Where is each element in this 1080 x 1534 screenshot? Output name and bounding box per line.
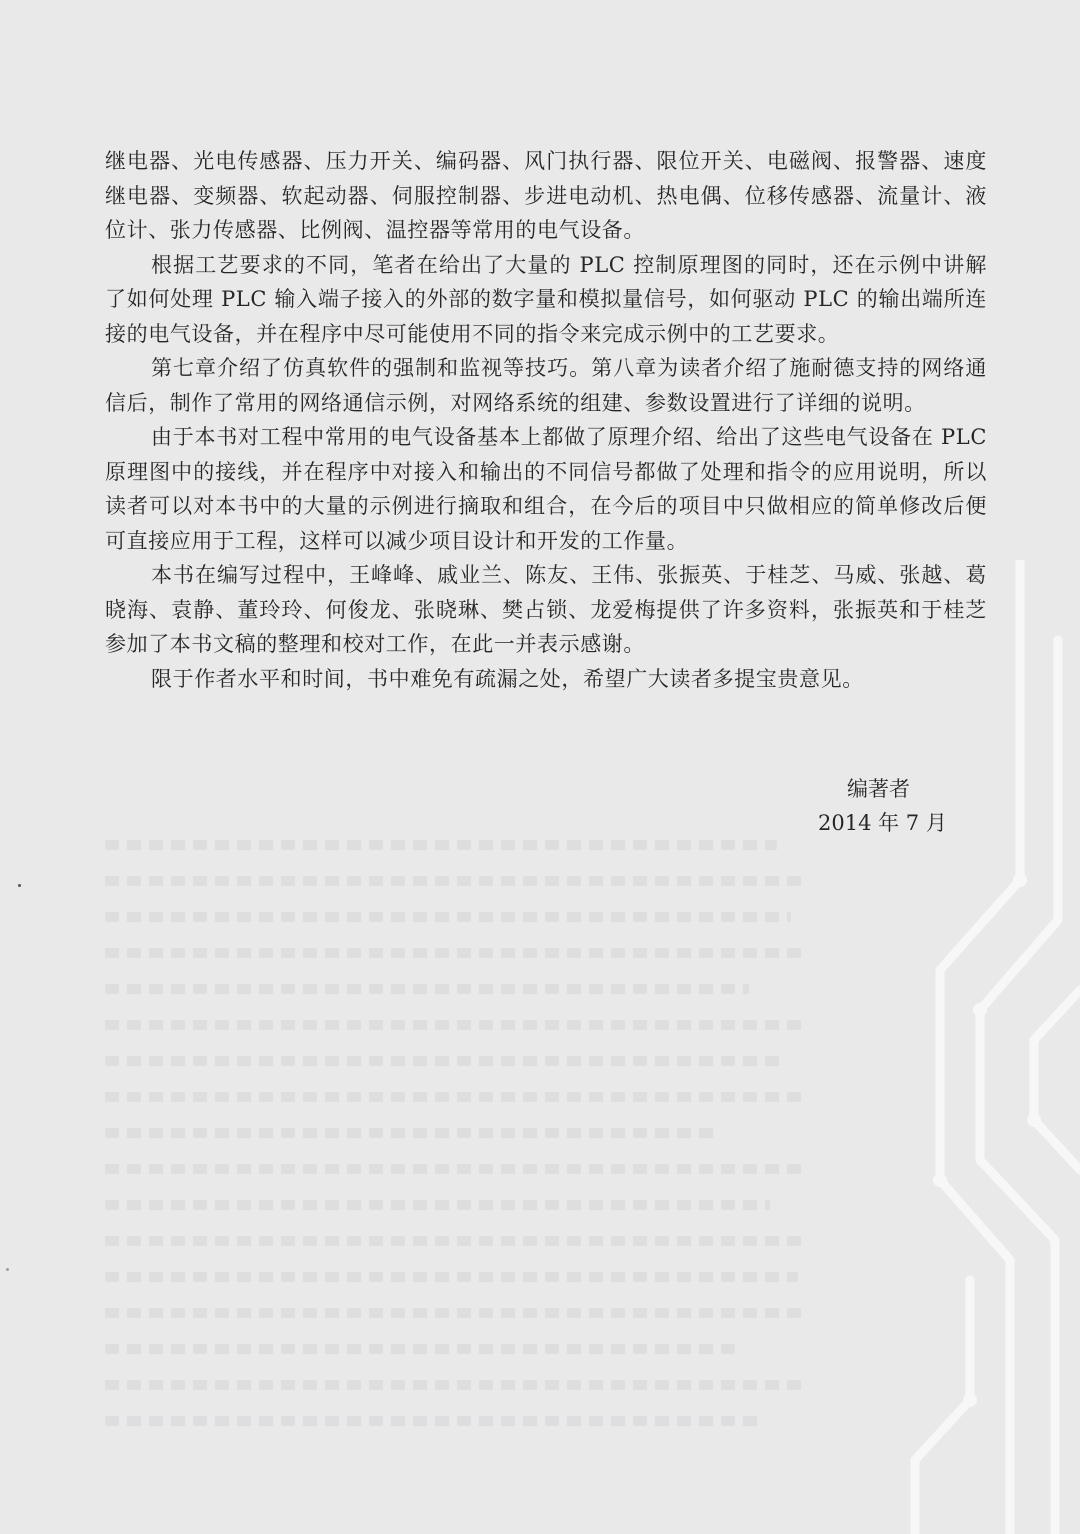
scan-speck <box>18 884 21 887</box>
paragraph-device-list: 继电器、光电传感器、压力开关、编码器、风门执行器、限位开关、电磁阀、报警器、速度继电器、变频器、软起动器、伺服控制器、步进电动机、热电偶、位移传感器、流量计、液位计、张力传感器、比例阀、温控器等常用的电气设备。 <box>105 149 987 242</box>
reverse-page-show-through <box>105 840 805 1480</box>
paragraph-application: 由于本书对工程中常用的电气设备基本上都做了原理介绍、给出了这些电气设备在 PLC 原理图中的接线，并在程序中对接入和输出的不同信号都做了处理和指令的应用说明，所以读者可以对本书中的大量的示例进行摘取和组合，在今后的项目中只做相应的简单修改后便可直接应用于工程，这样可以减少项目设计和开发的工作量。 <box>105 425 987 553</box>
paragraph-plc-wiring: 根据工艺要求的不同，笔者在给出了大量的 PLC 控制原理图的同时，还在示例中讲解了如何处理 PLC 输入端子接入的外部的数字量和模拟量信号，如何驱动 PLC 的输出端所连接的电气设备，并在程序中尽可能使用不同的指令来完成示例中的工艺要求。 <box>105 252 987 346</box>
paragraph-chapters: 第七章介绍了仿真软件的强制和监视等技巧。第八章为读者介绍了施耐德支持的网络通信后，制作了常用的网络通信示例，对网络系统的组建、参数设置进行了详细的说明。 <box>105 356 987 415</box>
signature-block <box>818 772 988 840</box>
preface-body <box>105 144 987 696</box>
signature-date: 2014 年 7 月 <box>818 811 947 835</box>
paragraph-closing: 限于作者水平和时间，书中难免有疏漏之处，希望广大读者多提宝贵意见。 <box>151 666 864 691</box>
scan-speck <box>6 1268 9 1271</box>
paragraph-acknowledgements: 本书在编写过程中，王峰峰、戚业兰、陈友、王伟、张振英、于桂芝、马威、张越、葛晓海、袁静、董玲玲、何俊龙、张晓琳、樊占锁、龙爱梅提供了许多资料，张振英和于桂芝参加了本书文稿的整理和校对工作，在此一并表示感谢。 <box>105 563 987 656</box>
circuit-decoration <box>820 560 1080 1534</box>
signature-author: 编著者 <box>847 777 910 801</box>
